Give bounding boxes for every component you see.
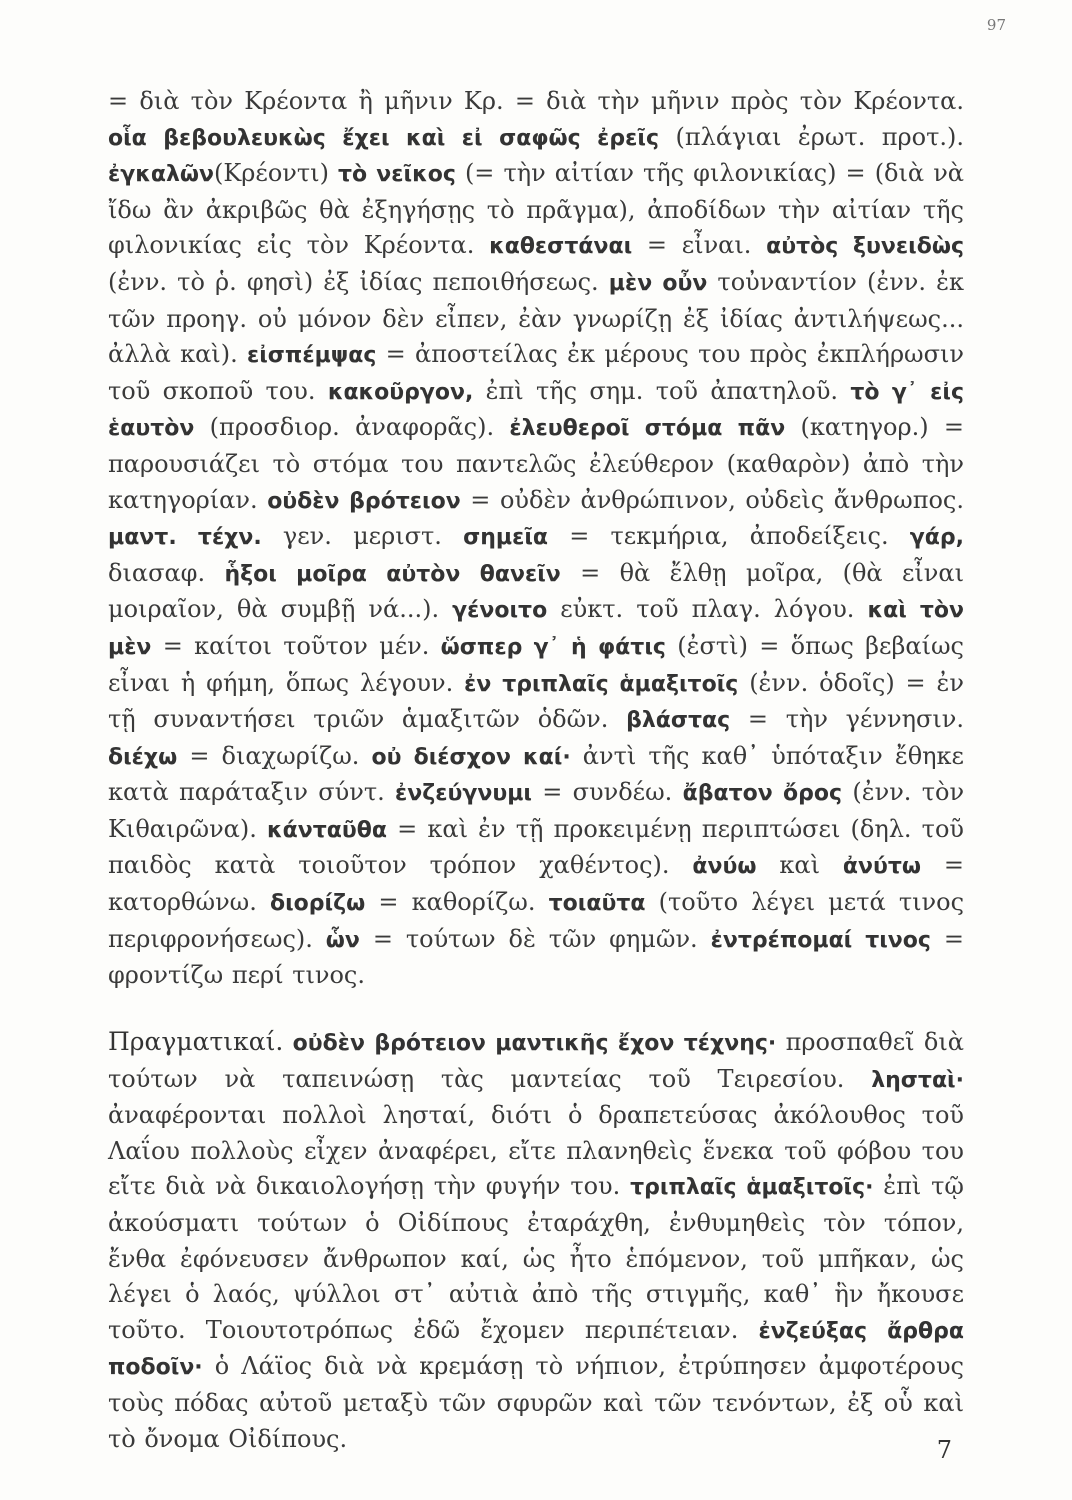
gloss-text: = κατορθώνω. (108, 851, 964, 917)
gloss-text: ἀντὶ τῆς καθ᾽ ὑπόταξιν ἔθηκε κατὰ παράταξιν σύντ. (108, 741, 964, 807)
signature-mark: 7 (936, 1436, 952, 1464)
gloss-text: = διαχωρίζω. (177, 741, 372, 770)
lemma-term: εἰσπέμψας (246, 343, 377, 369)
lemma-term: οὐ διέσχον καί· (371, 744, 571, 770)
lemma-term: ἀνύω (692, 854, 757, 880)
lemma-term: κακοῦργον, (327, 379, 474, 405)
gloss-text: = οὐδὲν ἀνθρώπινον, οὐδεὶς ἄνθρωπος. (460, 485, 965, 514)
section-heading: Πραγματικαί. (108, 1027, 284, 1056)
lemma-term: σημεῖα (463, 525, 549, 551)
lemma-term: ἧξοι μοῖρα αὐτὸν θανεῖν (224, 561, 561, 587)
gloss-text: (ἐστὶ) = ὅπως βεβαίως εἶναι ἡ φήμη, ὅπως λέγουν. (108, 631, 964, 697)
gloss-text: (τοῦτο λέγει μετά τινος περιφρονήσεως). (108, 888, 965, 953)
gloss-text: = εἶναι. (632, 231, 767, 260)
gloss-text: (Κρέοντι) (214, 159, 339, 188)
lemma-term: τριπλαῖς ἁμαξιτοῖς· (630, 1175, 874, 1201)
gloss-text: τοὐναντίον (ἐνν. ἐκ τῶν προηγ. οὐ μόνον δὲν εἶπεν, ἐὰν γνωρίζῃ ἐξ ἰδίας ἀντιλήψεως... ἀλλὰ καὶ). (108, 267, 965, 369)
gloss-text: = διὰ τὸν Κρέοντα ἢ μῆνιν Κρ. = διὰ τὴν μῆνιν πρὸς τὸν Κρέοντα. (108, 87, 964, 115)
lemma-term: βλάστας (626, 708, 731, 734)
lemma-term: διέχω (108, 744, 178, 770)
gloss-text: = τεκμήρια, ἀποδείξεις. (548, 522, 910, 551)
gloss-text: = τούτων δὲ τῶν φημῶν. (359, 924, 711, 953)
lemma-term: καὶ τὸν μὲν (108, 598, 964, 660)
gloss-text: εὐκτ. τοῦ πλαγ. λόγου. (547, 595, 868, 624)
gloss-text: = θὰ ἔλθῃ μοῖρα, (θὰ εἶναι μοιραῖον, θὰ συμβῇ νά...). (108, 558, 964, 624)
gloss-text: ἐπὶ τῆς σημ. τοῦ ἀπατηλοῦ. (473, 376, 851, 405)
lemma-term: γάρ, (909, 525, 964, 551)
lemma-term: ἐντρέπομαί τινος (710, 927, 931, 953)
gloss-text: (πλάγιαι ἐρωτ. προτ.). (659, 122, 964, 151)
gloss-text: = καθορίζω. (365, 888, 549, 917)
lemma-term: καθεστάναι (489, 234, 633, 260)
lemma-term: οὐδὲν βρότειον μαντικῆς ἔχον τέχνης· (292, 1031, 777, 1056)
lemma-term: ἐγκαλῶν (108, 162, 215, 188)
gloss-text: (ἐνν. τὸ ῥ. φησὶ) ἐξ ἰδίας πεποιθήσεως. (108, 267, 609, 296)
gloss-text: = καὶ ἐν τῇ προκειμένῃ περιπτώσει (δηλ. τοῦ παιδὸς κατὰ τοιοῦτον τρόπον χαθέντος). (108, 814, 964, 880)
paragraph-text (108, 1024, 964, 1457)
factual-notes-paragraph (108, 1024, 964, 1457)
gloss-text: = τὴν γέννησιν. (730, 705, 965, 734)
gloss-text: = καίτοι τοῦτον μέν. (151, 631, 441, 660)
lemma-term: μὲν οὖν (608, 270, 708, 296)
gloss-text: ἀναφέρονται πολλοὶ λησταί, διότι ὁ δραπετεύσας ἀκόλουθος τοῦ Λαΐου πολλοὺς εἶχεν ἀναφέρει, εἴτε πλανηθεὶς ἕνεκα τοῦ φόβου του εἴτε διὰ νὰ δικαιολογήσῃ τὴν φυγήν του. (108, 1101, 964, 1201)
lemma-term: ἐν τριπλαῖς ἁμαξιτοῖς (464, 671, 739, 697)
gloss-text: διασαφ. (108, 558, 225, 587)
gloss-text (283, 1028, 292, 1056)
gloss-text: = φροντίζω περί τινος. (108, 924, 964, 990)
lemma-term: τοιαῦτα (548, 891, 646, 917)
lemma-term: τὸ νεῖκος (338, 162, 456, 188)
gloss-text: καὶ (756, 851, 843, 880)
gloss-text: (ἐνν. τὸν Κιθαιρῶνα). (108, 778, 965, 843)
lemma-term: ἐνζεύγνυμι (395, 781, 532, 807)
lemma-term: μαντ. τέχν. (108, 525, 262, 551)
gloss-text: ὁ Λάϊος διὰ νὰ κρεμάσῃ τὸ νήπιον, ἐτρύπησεν ἀμφοτέρους τοὺς πόδας αὐτοῦ μεταξὺ τῶν σφυρῶν καὶ τῶν τενόντων, ἐξ οὗ καὶ τὸ ὄνομα Οἰδίπους. (108, 1352, 964, 1453)
lemma-term: ἐλευθεροῖ στόμα πᾶν (509, 416, 786, 442)
gloss-text: προσπαθεῖ διὰ τούτων νὰ ταπεινώσῃ τὰς μαντείας τοῦ Τειρεσίου. (108, 1028, 964, 1093)
gloss-text: (= τὴν αἰτίαν τῆς φιλονικίας) = (διὰ νὰ ἴδω ἂν ἀκριβῶς θὰ ἐξηγήσῃς τὸ πρᾶγμα), ἀποδίδων τὴν αἰτίαν τῆς φιλονικίας εἰς τὸν Κρέοντα. (108, 159, 964, 260)
gloss-text: (κατηγορ.) = παρουσιάζει τὸ στόμα του παντελῶς ἐλεύθερον (καθαρὸν) ἀπὸ τὴν κατηγορίαν. (108, 413, 964, 514)
lemma-term: ὧν (325, 927, 360, 953)
lemma-term: ἄβατον ὄρος (682, 781, 843, 807)
gloss-text: ἐπὶ τῷ ἀκούσματι τούτων ὁ Οἰδίπους ἐταράχθη, ἐνθυμηθεὶς τὸν τόπον, ἔνθα ἐφόνευσεν ἄνθρωπον καί, ὡς ἦτο ἑπόμενον, τοῦ μπῆκαν, ὡς λέγει ὁ λαός, ψύλλοι στ᾽ αὐτιὰ ἀπὸ τῆς στιγμῆς, καθ᾽ ἣν ἤκουσε τοῦτο. Τοιουτοτρόπως ἐδῶ ἔχομεν περιπέτειαν. (108, 1172, 965, 1344)
gloss-text: (ἐνν. ὁδοῖς) = ἐν τῇ συναντήσει τριῶν ἁμαξιτῶν ὁδῶν. (108, 668, 965, 734)
lemma-term: ὥσπερ γ᾽ ἡ φάτις (440, 634, 666, 660)
gloss-text: γεν. μεριστ. (261, 522, 464, 551)
lemma-term: ἀνύτω (842, 854, 921, 880)
page-number: 97 (986, 16, 1006, 34)
lemma-term: γένοιτο (452, 598, 548, 624)
lemma-term: διορίζω (270, 891, 366, 917)
commentary-paragraph (108, 84, 964, 994)
lemma-term: τὸ γ᾽ εἰς ἑαυτὸν (108, 379, 964, 442)
lemma-term: ἐνζεύξας ἄρθρα ποδοῖν· (108, 1318, 964, 1381)
gloss-text: = ἀποστείλας ἐκ μέρους του πρὸς ἐκπλήρωσιν τοῦ σκοποῦ του. (108, 340, 965, 405)
gloss-text: = συνδέω. (531, 778, 683, 807)
lemma-term: κάνταῦθα (267, 817, 387, 843)
lemma-term: οὐδὲν βρότειον (267, 488, 461, 514)
lemma-term: οἷα βεβουλευκὼς ἔχει καὶ εἰ σαφῶς ἐρεῖς (108, 125, 660, 151)
lemma-term: αὐτὸς ξυνειδὼς (766, 234, 964, 260)
paragraph-text (108, 84, 964, 994)
lemma-term: λησταὶ· (871, 1067, 964, 1093)
gloss-text: (προσδιορ. ἀναφορᾶς). (194, 413, 510, 442)
